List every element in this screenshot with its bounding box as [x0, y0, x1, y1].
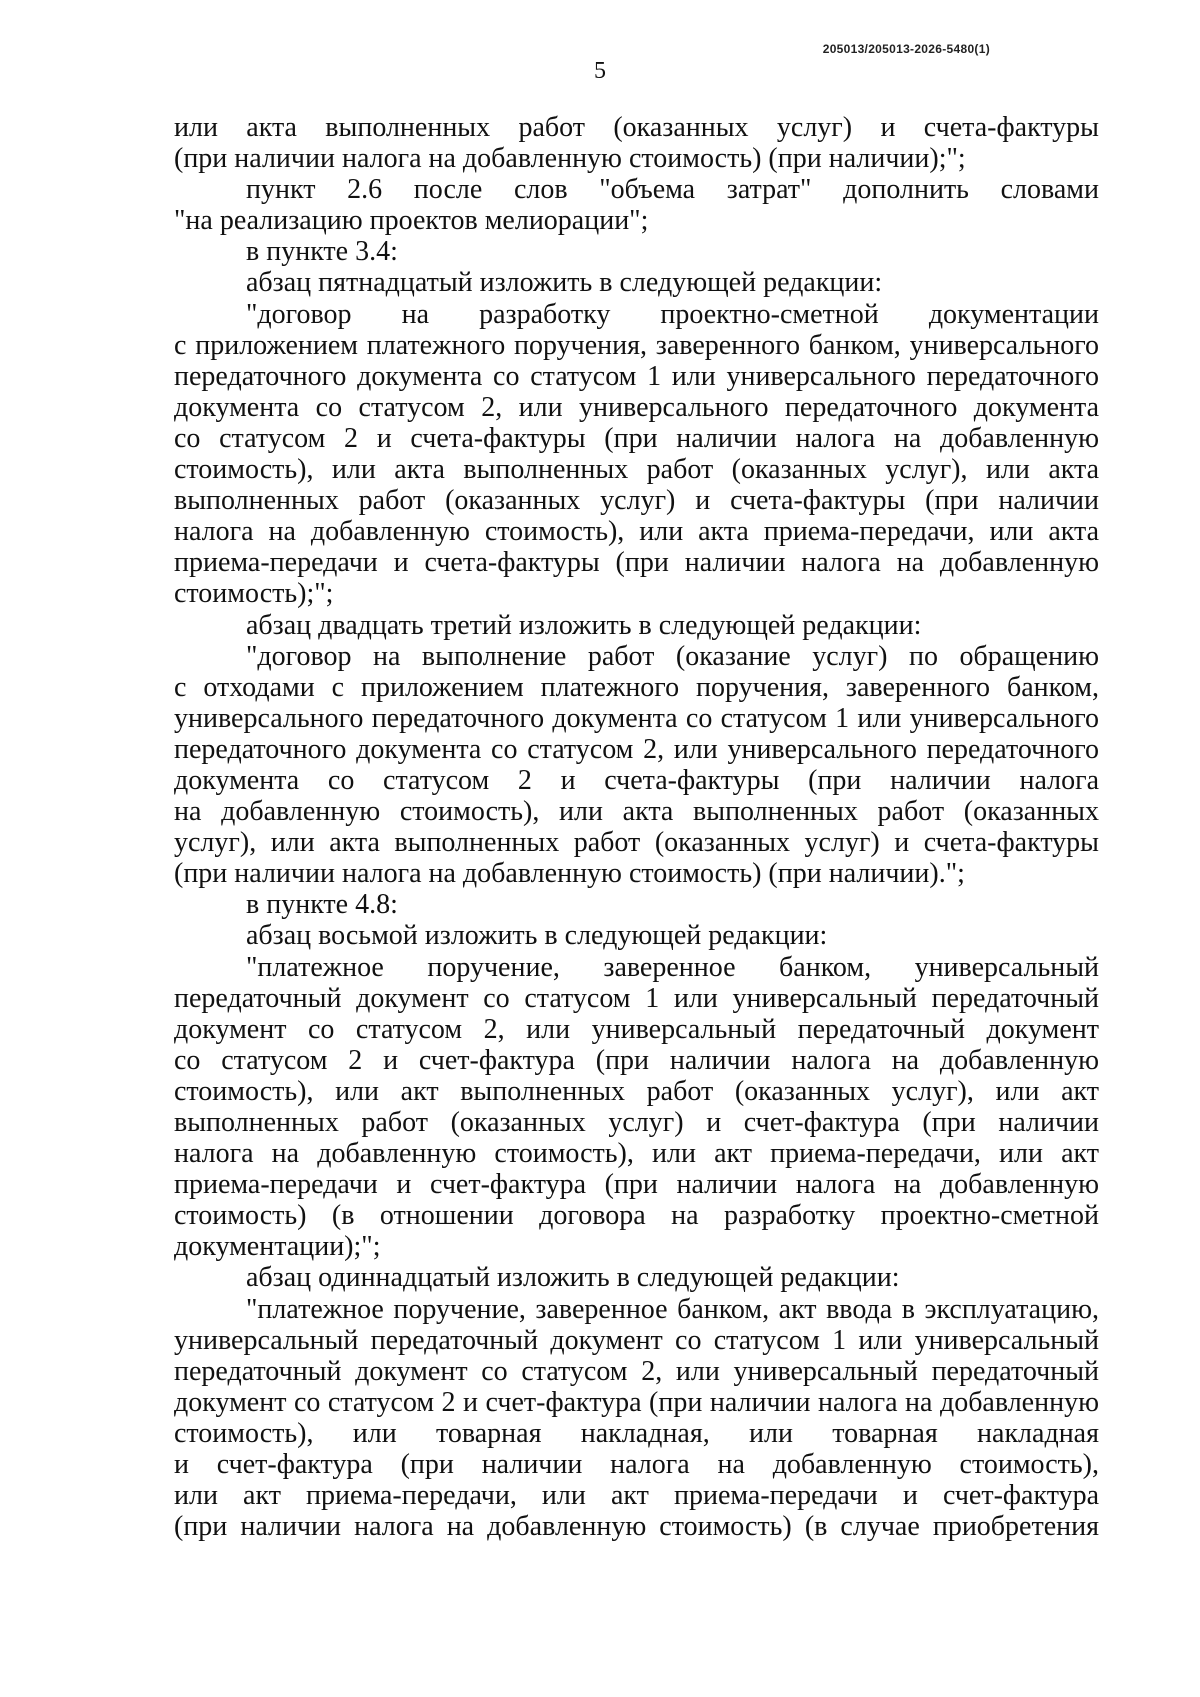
text-line: (при наличии налога на добавленную стоимость) (при наличии);"; — [174, 143, 966, 175]
text-line: выполненных работ (оказанных услуг) и счета-фактуры (при наличии — [174, 485, 1099, 517]
text-line: стоимость);"; — [174, 578, 334, 610]
text-line: передаточный документ со статусом 1 или универсальный передаточный — [174, 982, 1099, 1014]
text-line: абзац пятнадцатый изложить в следующей редакции: — [246, 267, 883, 299]
text-line: выполненных работ (оказанных услуг) и счет-фактура (при наличии — [174, 1107, 1099, 1138]
text-line: стоимость), или акт выполненных работ (оказанных услуг), или акт — [174, 1075, 1099, 1107]
text-line: документации);"; — [174, 1231, 381, 1263]
text-line: документа со статусом 2, или универсального передаточного документа — [174, 391, 1099, 423]
text-line: передаточный документ со статусом 2, или универсальный передаточный — [174, 1355, 1099, 1387]
text-line: стоимость), или акта выполненных работ (оказанных услуг), или акта — [174, 454, 1099, 486]
text-line: или акт приема-передачи, или акт приема-передачи и счет-фактура — [174, 1480, 1099, 1512]
text-line: документ со статусом 2, или универсальный передаточный документ — [174, 1013, 1099, 1045]
text-line: с отходами с приложением платежного поручения, заверенного банком, — [174, 671, 1099, 703]
text-line: "договор на выполнение работ (оказание услуг) по обращению — [246, 640, 1099, 672]
text-line: "платежное поручение, заверенное банком, универсальный — [246, 951, 1099, 983]
text-line: налога на добавленную стоимость), или акта приема-передачи, или акта — [174, 516, 1099, 548]
text-line: приема-передачи и счет-фактура (при наличии налога на добавленную — [174, 1169, 1099, 1201]
text-line: приема-передачи и счета-фактуры (при наличии налога на добавленную — [174, 547, 1099, 579]
text-line: абзац восьмой изложить в следующей редакции: — [246, 920, 828, 952]
text-line: абзац двадцать третий изложить в следующей редакции: — [246, 609, 922, 641]
text-line: (при наличии налога на добавленную стоимость) (в случае приобретения — [174, 1511, 1099, 1543]
text-line: и счет-фактура (при наличии налога на добавленную стоимость), — [174, 1449, 1099, 1481]
text-line: "договор на разработку проектно-сметной документации — [246, 298, 1099, 330]
page-number: 5 — [594, 58, 606, 84]
text-line: передаточного документа со статусом 2, или универсального передаточного — [174, 733, 1099, 765]
text-line: или акта выполненных работ (оказанных услуг) и счета-фактуры — [174, 112, 1099, 143]
text-line: на добавленную стоимость), или акта выполненных работ (оказанных — [174, 796, 1099, 828]
text-line: в пункте 3.4: — [246, 236, 398, 268]
text-line: абзац одиннадцатый изложить в следующей редакции: — [246, 1262, 900, 1294]
text-line: документа со статусом 2 и счета-фактуры (при наличии налога — [174, 764, 1099, 796]
text-line: универсальный передаточный документ со статусом 1 или универсальный — [174, 1324, 1099, 1356]
text-line: стоимость), или товарная накладная, или товарная накладная — [174, 1417, 1099, 1449]
text-line: пункт 2.6 после слов "объема затрат" дополнить словами — [246, 174, 1099, 206]
text-line: (при наличии налога на добавленную стоимость) (при наличии)."; — [174, 858, 965, 890]
text-line: "платежное поручение, заверенное банком, акт ввода в эксплуатацию, — [246, 1293, 1099, 1325]
text-line: налога на добавленную стоимость), или акт приема-передачи, или акт — [174, 1138, 1099, 1170]
text-line: со статусом 2 и счета-фактуры (при наличии налога на добавленную — [174, 422, 1099, 454]
text-line: передаточного документа со статусом 1 или универсального передаточного — [174, 360, 1099, 392]
text-line: документ со статусом 2 и счет-фактура (при наличии налога на добавленную — [174, 1386, 1099, 1418]
text-line: стоимость) (в отношении договора на разработку проектно-сметной — [174, 1200, 1099, 1232]
text-line: услуг), или акта выполненных работ (оказанных услуг) и счета-фактуры — [174, 827, 1099, 859]
text-line: "на реализацию проектов мелиорации"; — [174, 205, 649, 237]
text-line: в пункте 4.8: — [246, 889, 398, 921]
document-body — [174, 112, 1099, 1542]
text-line: универсального передаточного документа со статусом 1 или универсального — [174, 702, 1099, 734]
text-line: с приложением платежного поручения, заверенного банком, универсального — [174, 329, 1099, 361]
text-line: со статусом 2 и счет-фактура (при наличии налога на добавленную — [174, 1044, 1099, 1076]
document-id: 205013/205013-2026-5480(1) — [822, 42, 990, 56]
